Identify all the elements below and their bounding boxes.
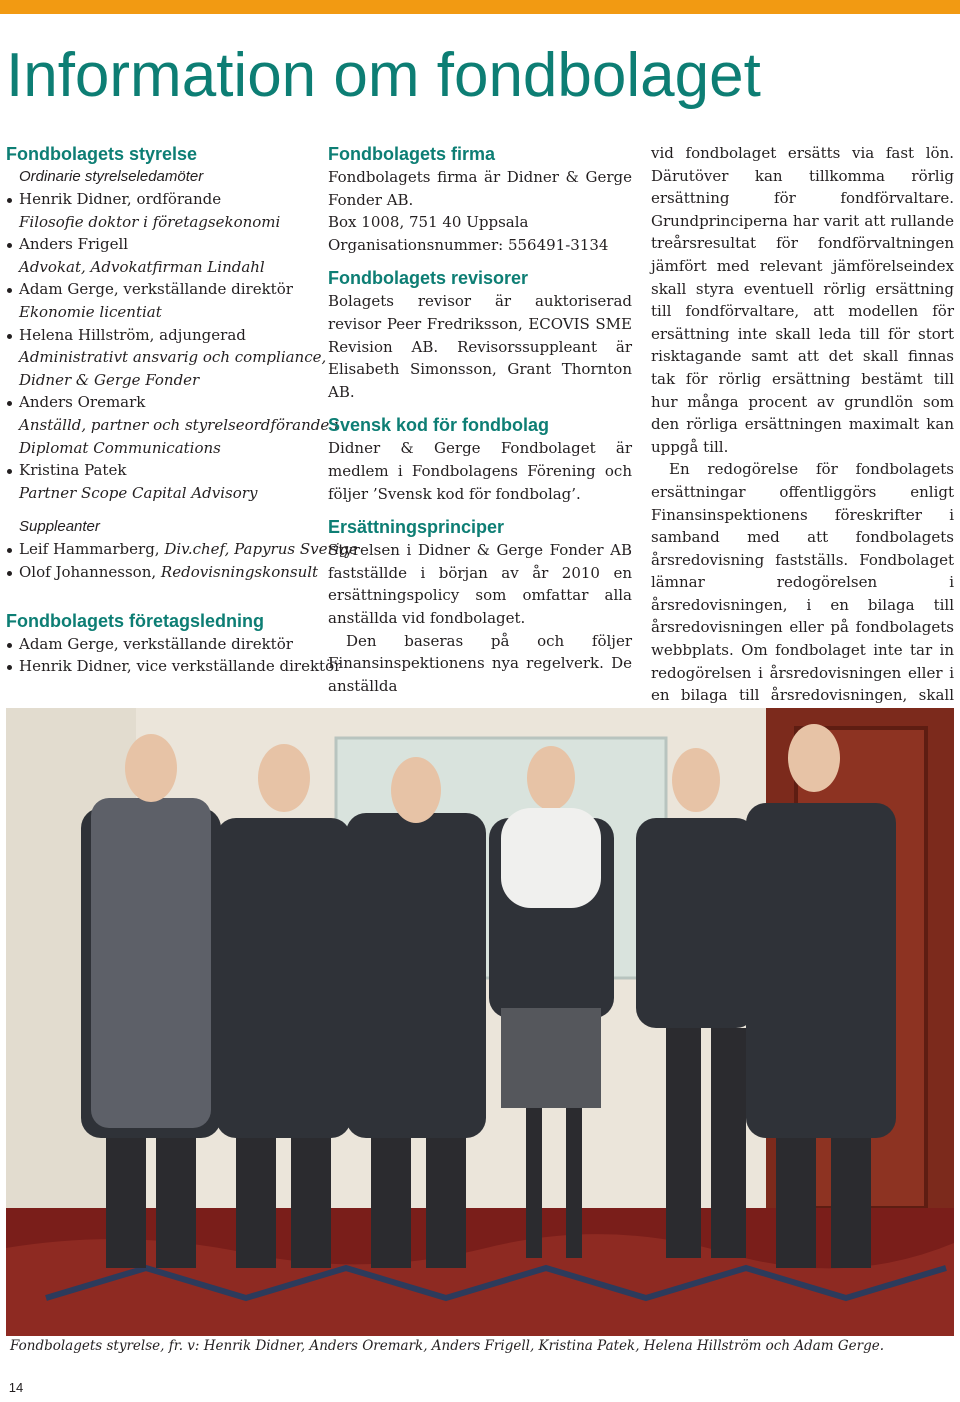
ledning-heading: Fondbolagets företagsledning [6,610,265,631]
column-right [651,142,954,752]
firma-address: Box 1008, 751 40 Uppsala [328,213,529,232]
styrelse-member-title: Filosofie doktor i företagsekonomi [19,212,281,231]
styrelse-list [6,188,339,504]
styrelse-member: Anders Oremark [6,391,320,414]
kod-text: Didner & Gerge Fondbolaget är medlem i Fondbolagens Förening och följer ’Svensk kod för fondbolag’. [328,439,632,503]
styrelse-member: Henrik Didner, ordförande [6,188,320,211]
board-photo-illustration [6,708,954,1336]
kod-heading: Svensk kod för fondbolag [328,415,550,436]
board-photo [6,708,954,1336]
suppleant-role: Redovisningskonsult [160,562,319,581]
styrelse-member-title: Diplomat Communications [19,438,221,457]
styrelse-member-title: Administrativt ansvarig och compliance, [19,348,327,367]
revisorer-heading: Fondbolagets revisorer [328,268,529,289]
styrelse-heading: Fondbolagets styrelse [6,144,198,164]
suppleant-item [6,538,358,561]
styrelse-member: Kristina Patek [6,459,320,482]
styrelse-member-title: Anställd, partner och styrelseordförande i [19,415,339,434]
firma-orgnr: Organisationsnummer: 556491-3134 [328,235,609,254]
ledning-list [6,633,342,678]
ledning-item: Henrik Didner, vice verkställande direktör [6,655,320,678]
ledning-item: Adam Gerge, verkställande direktör [6,633,320,656]
column-left [6,142,358,678]
styrelse-member: Adam Gerge, verkställande direktör [6,278,320,301]
ersattning-heading: Ersättningsprinciper [328,517,505,538]
ersattning-p1: Styrelsen i Didner & Gerge Fonder AB fastställde i början av år 2010 en ersättningspolicy som omfattar alla anställda vid fondbolaget. [328,541,632,627]
suppleant-role: Div.chef, Papyrus Sverige [164,540,358,559]
styrelse-subheading: Ordinarie styrelseledamöter [19,168,204,185]
styrelse-member-title: Advokat, Advokatfirman Lindahl [19,257,265,276]
ersattning-p2-continued: vid fondbolaget ersätts via fast lön. Därutöver kan tillkomma rörlig ersättning för fondförvaltare. Grundprinciperna har varit att rullande treårsresultat för fondförvaltningen jämfört med relevant jämförelseindex skall styra eventuell rörlig ersättning till fondförvaltare, att modellen för ersättning inte skall leda till för stort risktagande samt att det skall finnas tak för rörlig ersättning bestämt till hur många procent av grundlön som den rörliga ersättningen maximalt kan uppgå till. [651,144,954,456]
styrelse-member-title: Ekonomie licentiat [19,302,162,321]
ersattning-p3-text: En redogörelse för fondbolagets ersättningar offentliggörs enligt Finansinspektionens föreskrifter i samband med att fondbolagets årsredovisning fastställs. Fondbolaget lämnar redogörelsen i årsredovisningen, i en bilaga till årsredovisningen eller på fondbolagets webbplats. Om fondbolaget inte tar in redogörelsen i årsredovisningen eller i en bilaga till årsredovisningen, skall [651,460,954,705]
styrelse-member: Helena Hillström, adjungerad [6,324,320,347]
suppleanter-heading: Suppleanter [19,518,100,536]
styrelse-member: Anders Frigell [6,233,320,256]
firma-heading: Fondbolagets firma [328,144,496,164]
styrelse-member-title: Partner Scope Capital Advisory [19,483,258,502]
photo-caption: Fondbolagets styrelse, fr. v: Henrik Didner, Anders Oremark, Anders Frigell, Kristina Patek, Helena Hillström och Adam Gerge. [10,1338,885,1354]
suppleant-name: Leif Hammarberg, [19,540,165,559]
suppleant-name: Olof Johannesson, [19,562,161,581]
revisorer-text: Bolagets revisor är auktoriserad revisor Peer Fredriksson, ECOVIS SME Revision AB. Revisorssuppleant är Elisabeth Simonsson, Grant Thornton AB. [328,292,632,401]
suppleanter-list [6,538,358,583]
page-title: Information om fondbolaget [6,41,761,110]
ersattning-p2-start: Den baseras på och följer Finansinspektionens nya regelverk. De anställda [328,631,632,695]
styrelse-member-title: Didner & Gerge Fonder [19,370,200,389]
column-middle [328,142,632,697]
top-accent-bar [0,0,960,14]
suppleant-item [6,561,320,584]
firma-text: Fondbolagets firma är Didner & Gerge Fonder AB. [328,168,632,209]
page-number: 14 [8,1380,24,1395]
